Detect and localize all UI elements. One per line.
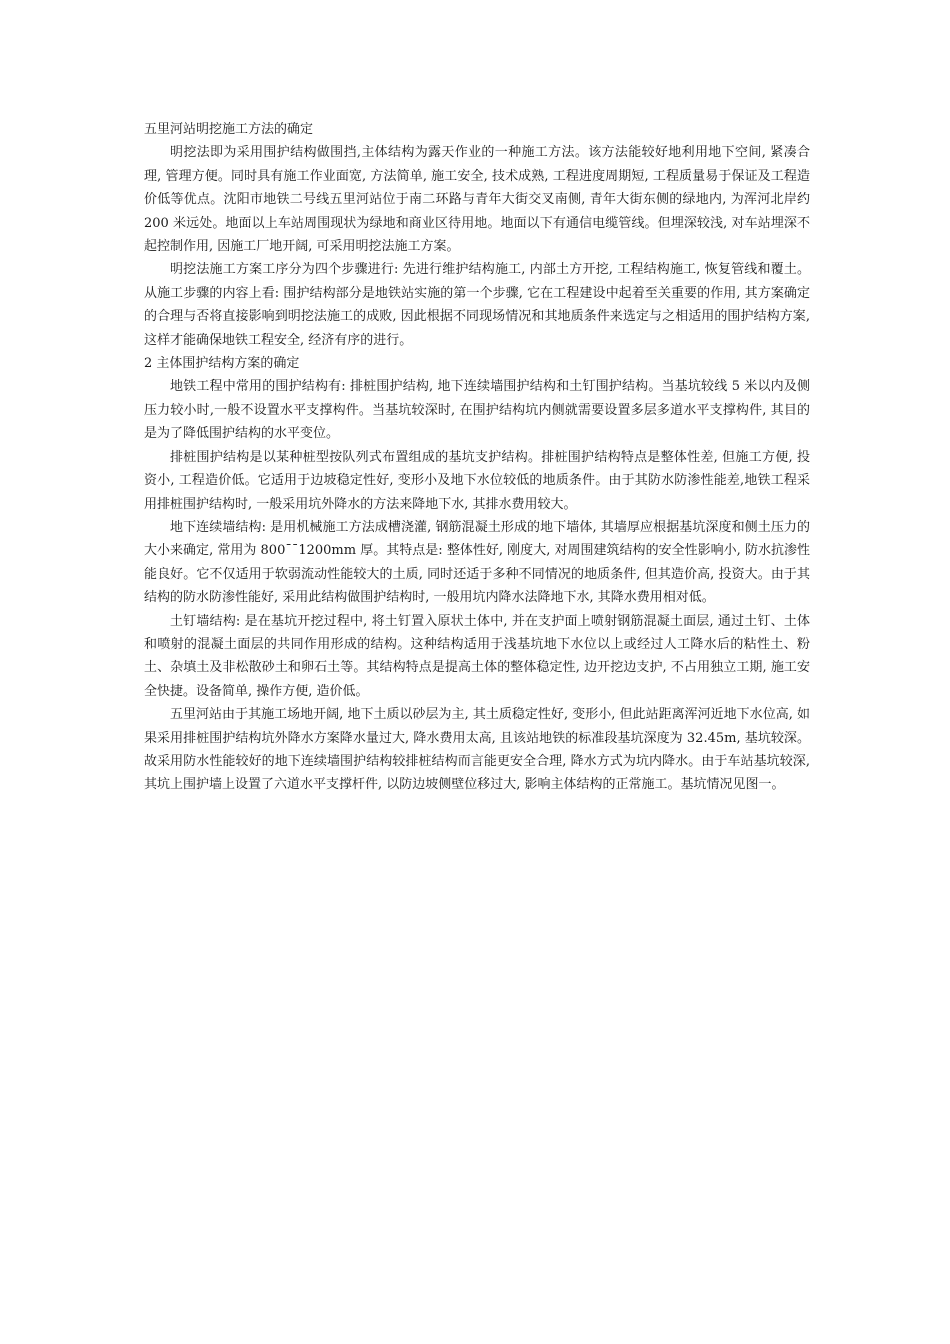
paragraph-pile-row-structure: 排桩围护结构是以某种桩型按队列式布置组成的基坑支护结构。排桩围护结构特点是整体性差, 但施工方便, 投资小, 工程造价低。它适用于边坡稳定性好, 变形小及地下水位较低的地质条件。由于其防水防渗性能差,地铁工程采用排桩围护结构时, 一般采用坑外降水的方法来降地下水, 其排水费用较大。 [144,449,810,512]
paragraph-diaphragm-wall: 地下连续墙结构: 是用机械施工方法成槽浇灌, 钢筋混凝土形成的地下墙体, 其墙厚应根据基坑深度和侧土压力的大小来确定, 常用为 800¯¯1200mm 厚。其特点是: 整体性好, 刚度大, 对周围建筑结构的安全性影响小, 防水抗渗性能良好。它不仅适用于软弱流动性能较大的土质, 同时还适于多种不同情况的地质条件, 但其造价高, 投资大。由于其结构的防水防渗性能好, 采用此结构做围护结构时, 一般用坑内降水法降地下水, 其降水费用相对低。 [144,519,810,606]
section-2-heading: 2 主体围护结构方案的确定 [144,356,300,372]
paragraph-open-cut-method: 明挖法即为采用围护结构做围挡,主体结构为露天作业的一种施工方法。该方法能较好地利用地下空间, 紧凑合理, 管理方便。同时具有施工作业面宽, 方法简单, 施工安全, 技术成熟, 工程进度周期短, 工程质量易于保证及工程造价低等优点。沈阳市地铁二号线五里河站位于南二环路与青年大街交叉南侧, 青年大街东侧的绿地内, 为浑河北岸约 200 米远处。地面以上车站周围现状为绿地和商业区待用地。地面以下有通信电缆管线。但埋深较浅, 对车站埋深不起控制作用, 因施工厂地开阔, 可采用明挖法施工方案。 [144,145,810,255]
paragraph-wulihe-station-choice: 五里河站由于其施工场地开阔, 地下土质以砂层为主, 其土质稳定性好, 变形小, 但此站距离浑河近地下水位高, 如果采用排桩围护结构坑外降水方案降水量过大, 降水费用太高, 且该站地铁的标准段基坑深度为 32.45m, 基坑较深。故采用防水性能较好的地下连续墙围护结构较排桩结构而言能更安全合理, 降水方式为坑内降水。由于车站基坑较深, 其坑上围护墙上设置了六道水平支撑杆件, 以防边坡侧壁位移过大, 影响主体结构的正常施工。基坑情况见图一。 [144,707,810,793]
paragraph-construction-steps: 明挖法施工方案工序分为四个步骤进行: 先进行维护结构施工, 内部土方开挖, 工程结构施工, 恢复管线和覆土。从施工步骤的内容上看: 围护结构部分是地铁站实施的第一个步骤, 它在工程建设中起着至关重要的作用, 其方案确定的合理与否将直接影响到明挖法施工的成败, 因此根据不同现场情况和其地质条件来选定与之相适用的围护结构方案, 这样才能确保地铁工程安全, 经济有序的进行。 [144,262,810,348]
document-title: 五里河站明挖施工方法的确定 [144,122,314,137]
document-body [144,118,810,797]
paragraph-soil-nail-wall: 土钉墙结构: 是在基坑开挖过程中, 将土钉置入原状土体中, 并在支护面上喷射钢筋混凝土面层, 通过土钉、土体和喷射的混凝土面层的共同作用形成的结构。这种结构适用于浅基坑地下水位以上或经过人工降水后的粘性土、粉土、杂填土及非松散砂土和卵石土等。其结构特点是提高土体的整体稳定性, 边开挖边支护, 不占用独立工期, 施工安全快捷。设备简单, 操作方便, 造价低。 [144,613,810,699]
paragraph-common-retaining-structures: 地铁工程中常用的围护结构有: 排桩围护结构, 地下连续墙围护结构和土钉围护结构。当基坑较线 5 米以内及侧压力较小时,一般不设置水平支撑构件。当基坑较深时, 在围护结构坑内侧就需要设置多层多道水平支撑构件, 其目的是为了降低围护结构的水平变位。 [144,379,810,442]
